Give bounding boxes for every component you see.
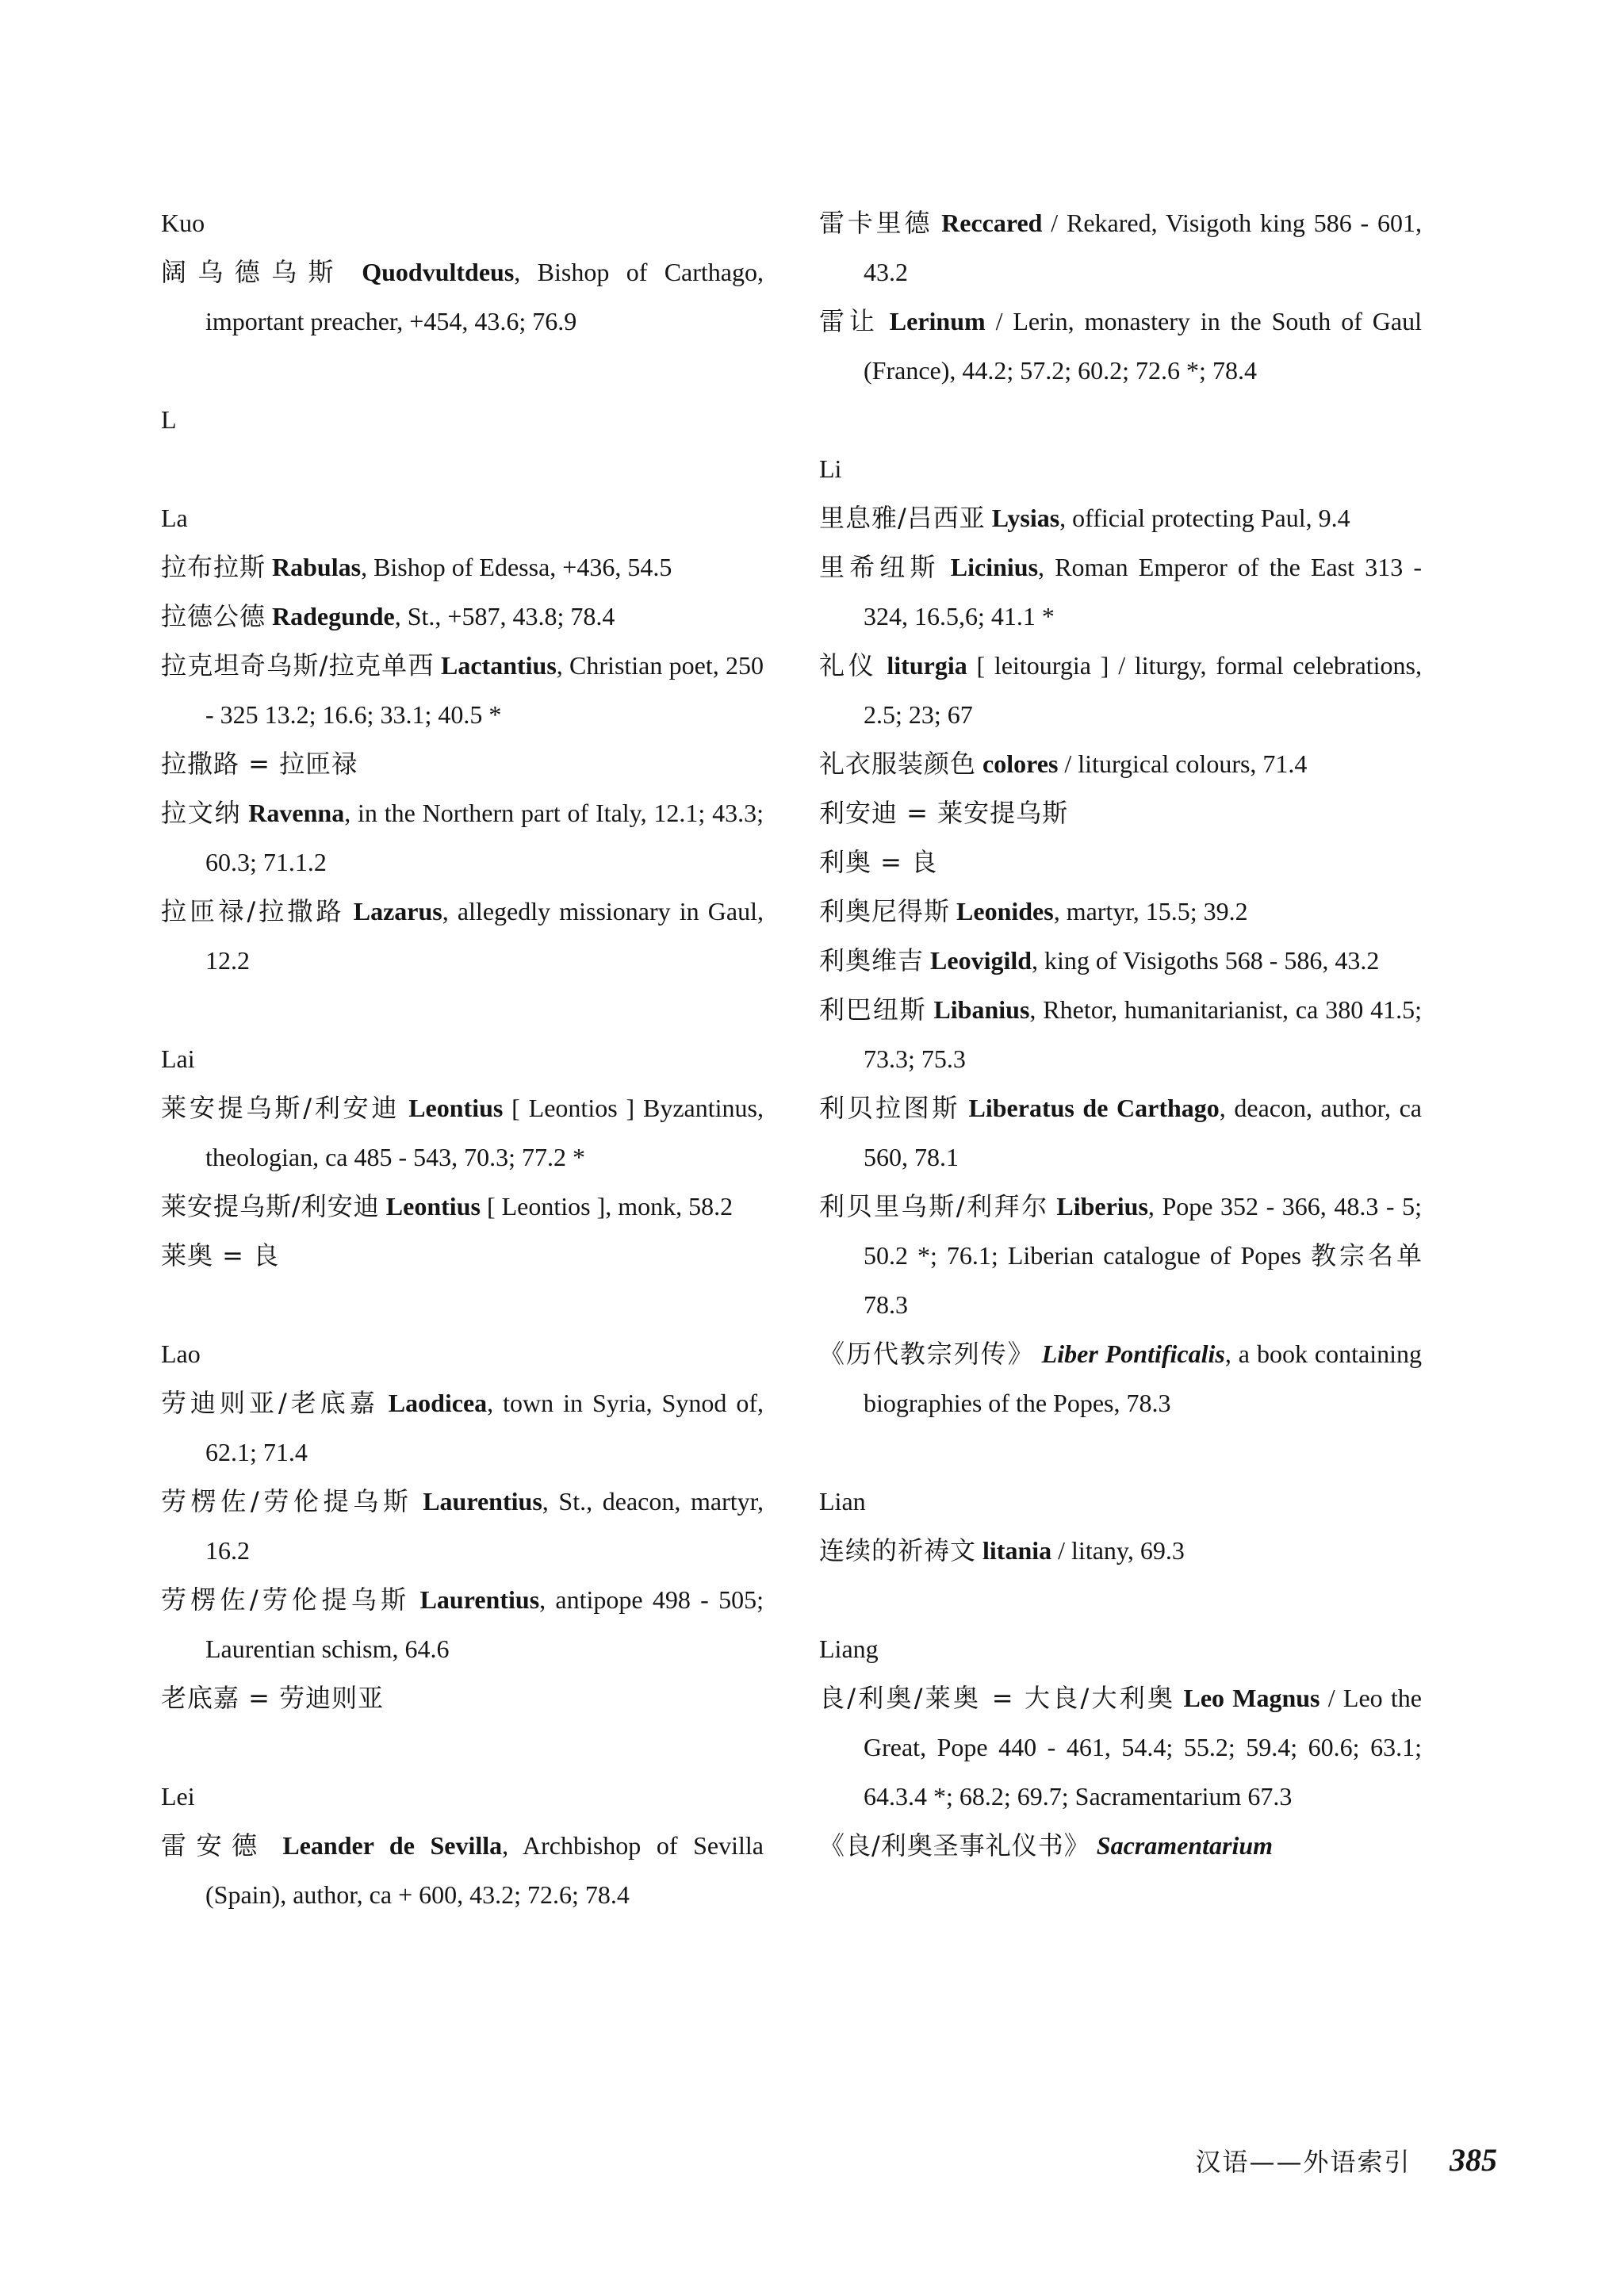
section-heading: Lei — [161, 1782, 195, 1811]
index-group — [161, 198, 764, 346]
chinese-term: 莱安提乌斯/利安迪 — [161, 1191, 380, 1221]
entry-details: , Roman Emperor of the East 313 - 324, 16.5,6; 41.1 * — [864, 553, 1423, 630]
page-number: 385 — [1450, 2142, 1497, 2178]
entry-details: / litany, 69.3 — [1051, 1536, 1185, 1565]
entry-details: , Pope 352 - 366, 48.3 - 5; 50.2 *; 76.1; Liberian catalogue of Popes 教宗名单 78.3 — [864, 1192, 1423, 1319]
chinese-term: 雷安德 — [161, 1830, 267, 1861]
index-entry — [161, 1182, 764, 1231]
latin-term: Radegunde — [272, 602, 395, 630]
index-entry — [161, 788, 764, 887]
chinese-term: 利奥维吉 — [819, 945, 925, 975]
chinese-term: 拉匝禄/拉撒路 — [161, 896, 345, 926]
latin-term: Lysias — [991, 504, 1060, 532]
latin-term: Leontius — [385, 1192, 481, 1221]
latin-term: litania — [982, 1536, 1052, 1565]
index-entry — [819, 1083, 1422, 1182]
index-entry — [161, 739, 764, 788]
chinese-term: 里息雅/吕西亚 — [819, 503, 986, 533]
latin-term: Quodvultdeus — [362, 258, 515, 286]
entry-details: [ Leontios ], monk, 58.2 — [480, 1192, 733, 1221]
chinese-term: 劳楞佐/劳伦提乌斯 — [161, 1585, 411, 1615]
chinese-term: 拉克坦奇乌斯/拉克单西 — [161, 650, 435, 680]
latin-term: Leonides — [956, 897, 1054, 925]
entry-details: / Rekared, Visigoth king 586 - 601, 43.2 — [864, 209, 1423, 286]
index-group — [161, 1772, 764, 1919]
section-heading: Lian — [819, 1487, 866, 1516]
index-entry — [161, 1575, 764, 1673]
chinese-term: 拉德公德 — [161, 601, 266, 631]
latin-term: Liber Pontificalis — [1041, 1339, 1225, 1368]
page-footer — [1195, 2141, 1497, 2179]
chinese-term: 拉布拉斯 — [161, 552, 266, 582]
entry-details: , Rhetor, humanitarianist, ca 380 41.5; 73.3; 75.3 — [864, 995, 1423, 1073]
left-column — [161, 198, 764, 1919]
index-group — [161, 395, 764, 444]
latin-term: Libanius — [933, 995, 1030, 1024]
entry-details: , official protecting Paul, 9.4 — [1059, 504, 1350, 532]
entry-details: / Lerin, monastery in the South of Gaul (France), 44.2; 57.2; 60.2; 72.6 *; 78.4 — [864, 307, 1423, 385]
entry-details: , Archbishop of Sevilla (Spain), author, ca + 600, 43.2; 72.6; 78.4 — [205, 1831, 764, 1909]
chinese-term: 莱奥 = 良 — [161, 1240, 280, 1270]
chinese-term: 良/利奥/莱奥 = 大良/大利奥 — [819, 1683, 1176, 1713]
latin-term: Reccared — [941, 209, 1043, 237]
index-entry — [161, 1378, 764, 1477]
chinese-term: 《历代教宗列传》 — [819, 1339, 1035, 1369]
index-entry — [161, 542, 764, 592]
entry-details: , antipope 498 - 505; Laurentian schism, 64.6 — [205, 1585, 764, 1663]
index-entry — [161, 592, 764, 641]
index-group — [819, 1624, 1422, 1870]
latin-term: Leontius — [408, 1094, 504, 1122]
index-entry — [819, 936, 1422, 985]
index-entry — [819, 985, 1422, 1083]
index-entry — [819, 788, 1422, 837]
entry-details: , deacon, author, ca 560, 78.1 — [864, 1094, 1423, 1171]
chinese-term: 拉文纳 — [161, 798, 242, 828]
index-entry — [161, 641, 764, 739]
latin-term: Rabulas — [272, 553, 362, 581]
entry-details: , Christian poet, 250 - 325 13.2; 16.6; 33.1; 40.5 * — [205, 651, 764, 729]
index-entry — [161, 887, 764, 985]
chinese-term: 礼衣服装颜色 — [819, 749, 977, 779]
latin-term: colores — [982, 749, 1059, 778]
chinese-term: 劳迪则亚/老底嘉 — [161, 1388, 379, 1418]
index-entry — [819, 739, 1422, 788]
chinese-term: 雷卡里德 — [819, 208, 933, 238]
chinese-term: 拉撒路 = 拉匝禄 — [161, 749, 358, 779]
index-entry — [161, 247, 764, 346]
index-entry — [819, 1821, 1422, 1870]
latin-term: Laurentius — [419, 1585, 540, 1614]
latin-term: Laurentius — [423, 1487, 542, 1516]
latin-term: Lactantius — [440, 651, 557, 680]
chinese-term: 利巴纽斯 — [819, 994, 927, 1025]
latin-term: Sacramentarium — [1096, 1831, 1274, 1860]
index-entry — [819, 542, 1422, 641]
chinese-term: 利贝里乌斯/利拜尔 — [819, 1191, 1049, 1221]
chinese-term: 《良/利奥圣事礼仪书》 — [819, 1830, 1090, 1861]
index-entry — [819, 1673, 1422, 1821]
section-heading: Lai — [161, 1044, 195, 1073]
entry-details: / Leo the Great, Pope 440 - 461, 54.4; 55.2; 59.4; 60.6; 63.1; 64.3.4 *; 68.2; 69.7; Sacramentarium 67.3 — [864, 1684, 1422, 1811]
entry-details: , in the Northern part of Italy, 12.1; 43.3; 60.3; 71.1.2 — [205, 799, 764, 876]
chinese-term: 利奥 = 良 — [819, 847, 938, 877]
index-entry — [161, 1231, 764, 1280]
latin-term: Lazarus — [353, 897, 442, 925]
index-group — [819, 1477, 1422, 1575]
index-entry — [819, 297, 1422, 395]
index-entry — [161, 1083, 764, 1182]
latin-term: Leo Magnus — [1183, 1684, 1320, 1712]
index-group — [819, 198, 1422, 395]
index-entry — [161, 1821, 764, 1919]
index-entry — [161, 1477, 764, 1575]
chinese-term: 里希纽斯 — [819, 552, 940, 582]
index-entry — [819, 1329, 1422, 1428]
latin-term: Lerinum — [889, 307, 986, 335]
latin-term: liturgia — [887, 651, 967, 680]
chinese-term: 礼仪 — [819, 650, 878, 680]
right-column — [819, 198, 1422, 1870]
index-entry — [819, 198, 1422, 297]
index-entry — [161, 1673, 764, 1723]
section-heading: Kuo — [161, 209, 205, 237]
latin-term: Ravenna — [248, 799, 345, 827]
latin-term: Leovigild — [930, 946, 1032, 975]
entry-details: , St., +587, 43.8; 78.4 — [394, 602, 615, 630]
section-heading: Lao — [161, 1339, 201, 1368]
entry-details: [ Leontios ] Byzantinus, theologian, ca 485 - 543, 70.3; 77.2 * — [205, 1094, 764, 1171]
index-entry — [819, 837, 1422, 887]
chinese-term: 劳楞佐/劳伦提乌斯 — [161, 1486, 413, 1516]
latin-term: Leander de Sevilla — [282, 1831, 503, 1860]
section-heading: L — [161, 405, 177, 434]
section-heading: Liang — [819, 1634, 879, 1663]
entry-details: , a book containing biographies of the Popes, 78.3 — [864, 1339, 1423, 1417]
latin-term: Liberius — [1056, 1192, 1148, 1221]
chinese-term: 阔乌德乌斯 — [161, 257, 345, 287]
chinese-term: 老底嘉 = 劳迪则亚 — [161, 1683, 385, 1713]
entry-details: / liturgical colours, 71.4 — [1058, 749, 1308, 778]
chinese-term: 雷让 — [819, 306, 879, 336]
chinese-term: 利安迪 = 莱安提乌斯 — [819, 798, 1069, 828]
chinese-term: 利贝拉图斯 — [819, 1093, 960, 1123]
index-group — [161, 493, 764, 985]
chinese-term: 莱安提乌斯/利安迪 — [161, 1093, 400, 1123]
latin-term: Laodicea — [388, 1389, 488, 1417]
running-footer-title: 汉语——外语索引 — [1195, 2147, 1411, 2177]
entry-details: , king of Visigoths 568 - 586, 43.2 — [1032, 946, 1380, 975]
index-group — [819, 444, 1422, 1428]
latin-term: Liberatus de Carthago — [968, 1094, 1220, 1122]
index-entry — [819, 887, 1422, 936]
index-group — [161, 1329, 764, 1723]
section-heading: La — [161, 504, 188, 532]
entry-details: , martyr, 15.5; 39.2 — [1053, 897, 1248, 925]
chinese-term: 连续的祈祷文 — [819, 1535, 977, 1565]
index-entry — [819, 493, 1422, 542]
section-heading: Li — [819, 454, 842, 483]
index-entry — [819, 1526, 1422, 1575]
latin-term: Licinius — [950, 553, 1039, 581]
index-group — [161, 1034, 764, 1280]
entry-details: [ leitourgia ] / liturgy, formal celebrations, 2.5; 23; 67 — [864, 651, 1423, 729]
entry-details: , St., deacon, martyr, 16.2 — [205, 1487, 764, 1565]
entry-details: , town in Syria, Synod of, 62.1; 71.4 — [205, 1389, 764, 1466]
index-entry — [819, 1182, 1422, 1329]
chinese-term: 利奥尼得斯 — [819, 896, 951, 926]
entry-details: , allegedly missionary in Gaul, 12.2 — [205, 897, 764, 975]
index-entry — [819, 641, 1422, 739]
entry-details: , Bishop of Carthago, important preacher, +454, 43.6; 76.9 — [205, 258, 764, 335]
entry-details: , Bishop of Edessa, +436, 54.5 — [361, 553, 672, 581]
